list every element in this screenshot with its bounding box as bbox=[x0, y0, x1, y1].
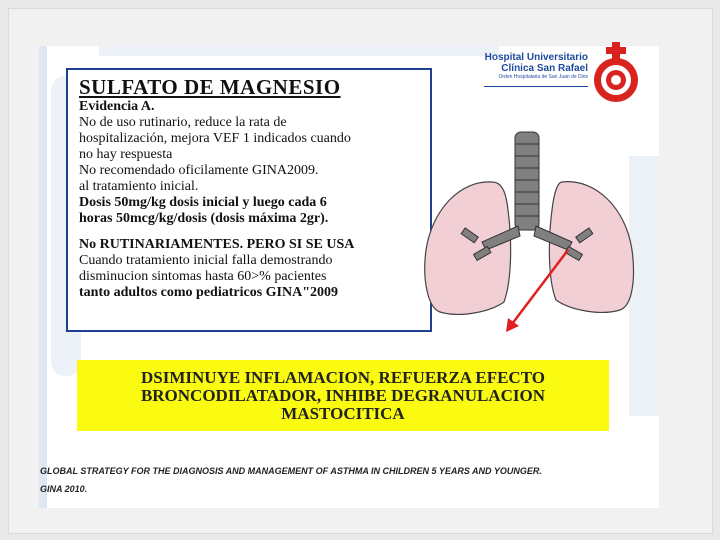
hospital-seal-icon bbox=[588, 40, 644, 104]
body-line: No recomendado oficilamente GINA2009. bbox=[79, 163, 319, 178]
logo-rule bbox=[484, 86, 588, 87]
body-line: hospitalización, mejora VEF 1 indicados cuando bbox=[79, 131, 351, 146]
logo-text bbox=[476, 52, 588, 81]
decor-bar-left bbox=[39, 46, 47, 508]
body-line: disminucion sintomas hasta 60>% pacientes bbox=[79, 269, 327, 284]
banner-line: BRONCODILATADOR, INHIBE DEGRANULACION bbox=[140, 385, 546, 405]
reference-line: GINA 2010. bbox=[40, 484, 88, 494]
logo-line-2: Clínica San Rafael bbox=[501, 63, 588, 74]
evidence-line: Evidencia A. bbox=[79, 99, 155, 114]
body-line: no hay respuesta bbox=[79, 147, 173, 162]
usage-heading: No RUTINARIAMENTES. PERO SI SE USA bbox=[79, 237, 355, 252]
body-line: al tratamiento inicial. bbox=[79, 179, 199, 194]
body-line: Cuando tratamiento inicial falla demostrando bbox=[79, 253, 333, 268]
banner-line: MASTOCITICA bbox=[281, 403, 405, 423]
spacer bbox=[79, 227, 420, 237]
banner-line: DSIMINUYE INFLAMACION, REFUERZA EFECTO bbox=[141, 367, 545, 387]
dose-line: Dosis 50mg/kg dosis inicial y luego cada 6 bbox=[79, 195, 327, 210]
reference-line: GLOBAL STRATEGY FOR THE DIAGNOSIS AND MANAGEMENT OF ASTHMA IN CHILDREN 5 YEARS AND YOUNGER. bbox=[40, 466, 542, 476]
summary-banner bbox=[77, 360, 609, 431]
logo-line-3: Orden Hospitalaria de San Juan de Dios bbox=[498, 74, 588, 80]
dose-line: horas 50mcg/kg/dosis (dosis máxima 2gr). bbox=[79, 211, 329, 226]
hospital-logo bbox=[476, 40, 648, 106]
body-line: tanto adultos como pediatricos GINA"2009 bbox=[79, 285, 338, 300]
body-line: No de uso rutinario, reduce la rata de bbox=[79, 115, 287, 130]
reference-citation bbox=[40, 462, 542, 498]
decor-bar-top bbox=[99, 46, 499, 56]
lungs-illustration-icon bbox=[420, 130, 640, 345]
content-box bbox=[66, 68, 432, 332]
logo-line-1: Hospital Universitario bbox=[484, 52, 588, 63]
slide-title: SULFATO DE MAGNESIO bbox=[79, 75, 341, 99]
